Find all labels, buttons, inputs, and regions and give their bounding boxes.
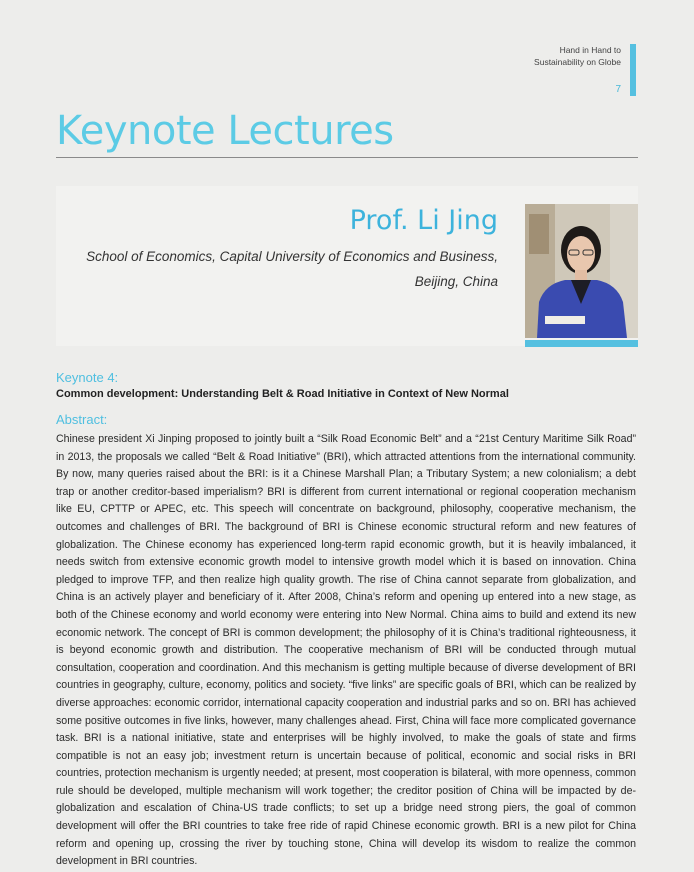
abstract-text: Chinese president Xi Jinping proposed to jointly built a “Silk Road Economic Belt” and a “21st Century Maritime Silk Road” in 2013, the proposals we called “Belt & Road Initiative” (BRI), which attracted attentions from the international community. By now, many queries raised about the BRI: is it a Chinese Marshall Plan; a Tributary System; a new colonialism; a debt trap or another creditor-based imperialism? BRI is different from current international or regional cooperation mechanism like EU, CPTTP or APEC, etc. This speech will concentrate on background, philosophy, cooperative mechanism, the outcomes and challenges of BRI. The background of BRI is Chinese economic structural reform and new features of globalization. The Chinese economy has experienced long-term rapid economic growth, but it is heavily imbalanced, it needs switch from extensive economic growth model to intensive growth model which it is based on innovation. China pledged to improve TFP, and then realize high quality growth. The rise of China cannot separate from globalization, and China is an actively player and beneficiary of it. After 2008, China’s reform and opening up entered into a new stage, as both of the Chinese economy and world economy were entering into New Normal. China aims to build and extend its new economic network. The concept of BRI is common development; the philosophy of it is China’s traditional righteousness, it is beyond economic growth and distribution. The cooperative mechanism of BRI will be conducted through mutual consultation, cooperation and coordination. And this mechanism is getting multiple because of diverse development of BRI countries in geography, culture, economy, politics and society. “five links” are specific goals of BRI, which can be realized by diverse approaches: economic corridor, international capacity cooperation and industrial parks and so on. BRI has achieved some positive outcomes in five links, however, many challenges ahead. First, China will face more complicated governance task. BRI is a national initiative, state and enterprises will be highly involved, to make the goals of state and firms compatible is not an easy job; investment return is uncertain because of political, economic and social risks in BRI countries, protection mechanism is urgently needed; at present, most cooperation is bilateral, with more openness, common rule should be developed, multiple mechanism will work together; the creditor position of China will be impacted by de-globalization and escalation of China-US trade conflicts; to set up a bridge need strong piers, the goal of common development will offer the BRI countries to take free ride of rapid Chinese economic growth. BRI is a new pilot for China reform and opening up, crossing the river by touching stone, China will develop its wisdom to realize the common development in BRI countries. (56, 433, 637, 868)
page-number: 7 (615, 84, 621, 95)
speaker-affiliation-line2: Beijing, China (414, 274, 498, 289)
photo-accent-bar (525, 340, 638, 347)
header-tagline-line1: Hand in Hand to (559, 45, 621, 55)
section-title: Keynote Lectures (56, 108, 394, 154)
speaker-name: Prof. Li Jing (349, 205, 498, 236)
header-tagline (534, 44, 621, 68)
keynote-title: Common development: Understanding Belt & Road Initiative in Context of New Normal (56, 388, 509, 400)
header-accent-bar (630, 44, 636, 96)
header-tagline-line2: Sustainability on Globe (534, 57, 621, 67)
title-divider (56, 157, 638, 158)
abstract-label: Abstract: (56, 412, 108, 427)
speaker-affiliation-line1: School of Economics, Capital University of Economics and Business, (86, 249, 498, 264)
keynote-label: Keynote 4: (56, 370, 119, 385)
speaker-photo (525, 204, 638, 338)
portrait-illustration (525, 204, 638, 338)
